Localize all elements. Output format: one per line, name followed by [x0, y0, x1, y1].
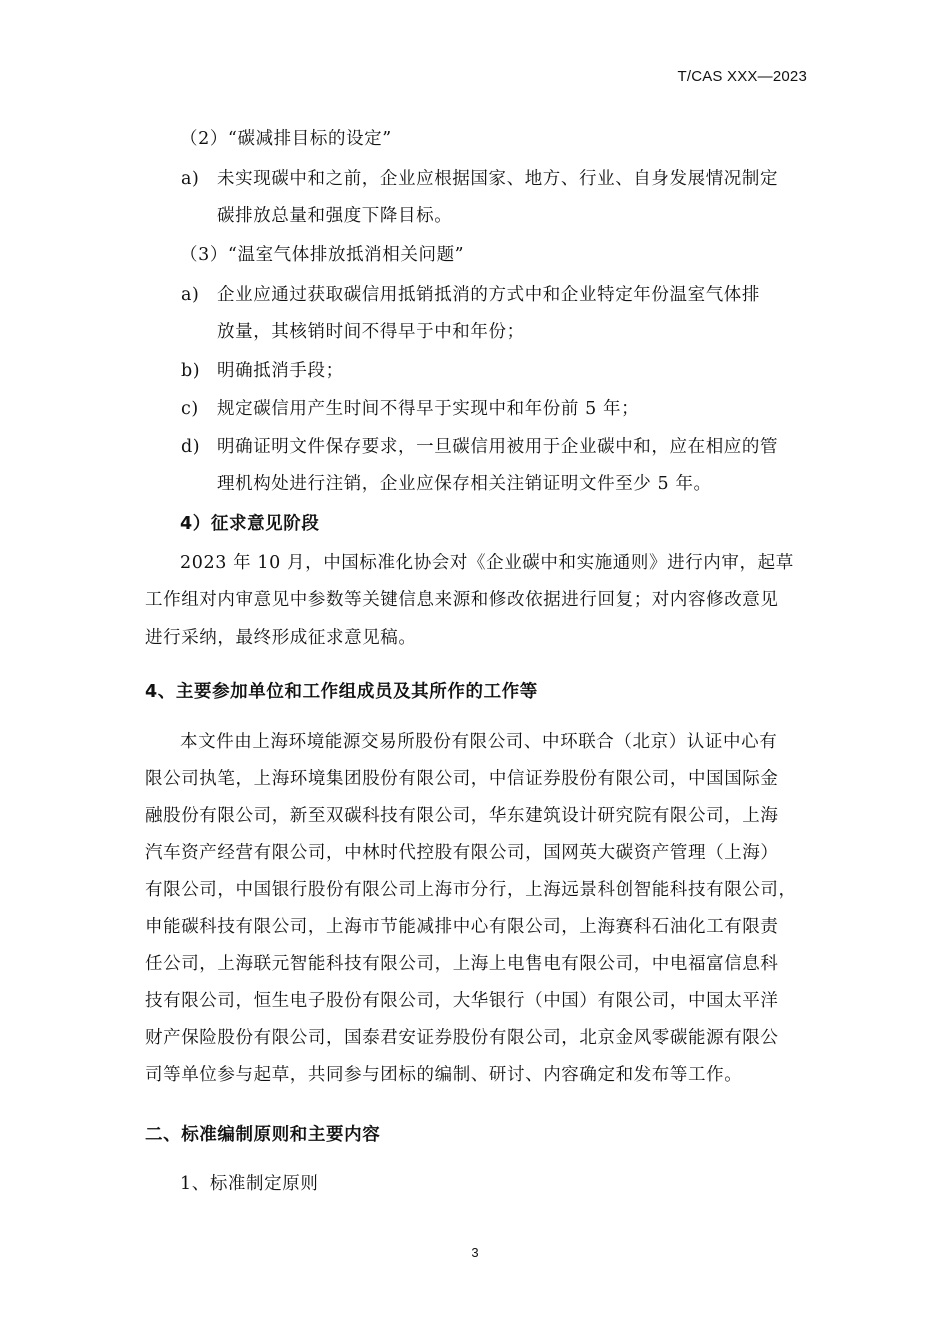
- paragraph-line: 本文件由上海环境能源交易所股份有限公司、中环联合（北京）认证中心有: [180, 732, 778, 752]
- list-item-text: 未实现碳中和之前，企业应根据国家、地方、行业、自身发展情况制定: [217, 169, 779, 189]
- paragraph-line: 融股份有限公司，新至双碳科技有限公司，华东建筑设计研究院有限公司，上海: [145, 806, 779, 826]
- list-item-continuation: 放量，其核销时间不得早于中和年份；: [217, 322, 525, 342]
- page-number: 3: [471, 1245, 479, 1260]
- subsection-title-3: （3）“温室气体排放抵消相关问题”: [180, 245, 465, 265]
- paragraph-line: 限公司执笔，上海环境集团股份有限公司，中信证券股份有限公司，中国国际金: [145, 769, 779, 789]
- list-item-continuation: 碳排放总量和强度下降目标。: [217, 206, 453, 226]
- paragraph-line: 申能碳科技有限公司，上海市节能减排中心有限公司，上海赛科石油化工有限责: [145, 917, 779, 937]
- list-item-text: 规定碳信用产生时间不得早于实现中和年份前 5 年；: [217, 399, 640, 419]
- list-marker: a): [181, 285, 200, 305]
- subsection-title-2: （2）“碳减排目标的设定”: [180, 129, 392, 149]
- list-item-text: 企业应通过获取碳信用抵销抵消的方式中和企业特定年份温室气体排: [217, 285, 760, 305]
- paragraph-line: 汽车资产经营有限公司，中林时代控股有限公司，国网英大碳资产管理（上海）: [145, 843, 779, 863]
- paragraph-line: 司等单位参与起草，共同参与团标的编制、研讨、内容确定和发布等工作。: [145, 1065, 743, 1085]
- paragraph-line: 财产保险股份有限公司，国泰君安证券股份有限公司，北京金风零碳能源有限公: [145, 1028, 779, 1048]
- chapter-heading: 二、标准编制原则和主要内容: [145, 1125, 381, 1145]
- paragraph-line: 2023 年 10 月，中国标准化协会对《企业碳中和实施通则》进行内审，起草: [180, 553, 794, 573]
- list-marker: b): [181, 361, 201, 381]
- stage-title: 4）征求意见阶段: [180, 514, 320, 534]
- list-item-text: 明确证明文件保存要求，一旦碳信用被用于企业碳中和，应在相应的管: [217, 437, 779, 457]
- list-marker: c): [181, 399, 199, 419]
- section-heading: 4、主要参加单位和工作组成员及其所作的工作等: [145, 682, 538, 702]
- paragraph-line: 有限公司，中国银行股份有限公司上海市分行，上海远景科创智能科技有限公司，: [145, 880, 797, 900]
- list-marker: a): [181, 169, 200, 189]
- list-item-text: 明确抵消手段；: [217, 361, 344, 381]
- paragraph-line: 技有限公司，恒生电子股份有限公司，大华银行（中国）有限公司，中国太平洋: [145, 991, 779, 1011]
- paragraph-line: 工作组对内审意见中参数等关键信息来源和修改依据进行回复；对内容修改意见: [145, 590, 779, 610]
- list-marker: d): [181, 437, 201, 457]
- paragraph-line: 进行采纳，最终形成征求意见稿。: [145, 628, 417, 648]
- list-item-continuation: 理机构处进行注销，企业应保存相关注销证明文件至少 5 年。: [217, 474, 712, 494]
- paragraph-line: 任公司，上海联元智能科技有限公司，上海上电售电有限公司，中电福富信息科: [145, 954, 779, 974]
- doc-code-header: T/CAS XXX—2023: [677, 68, 807, 85]
- subsection-heading: 1、标准制定原则: [180, 1174, 319, 1194]
